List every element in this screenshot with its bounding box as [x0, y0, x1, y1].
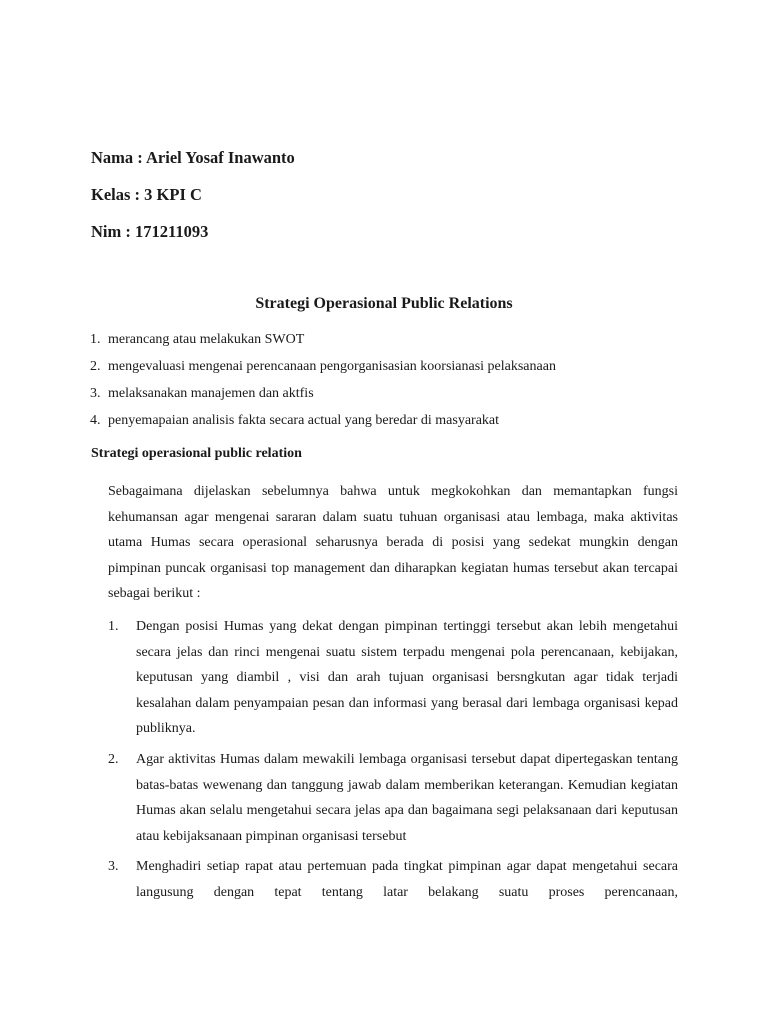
list-text: penyemapaian analisis fakta secara actual yang beredar di masyarakat — [108, 413, 500, 428]
list-item — [108, 614, 678, 742]
outcome-list — [108, 614, 678, 911]
list-number: 4. — [90, 413, 101, 428]
list-text: Agar aktivitas Humas dalam mewakili lembaga organisasi tersebut dapat dipertegaskan tentang batas-batas wewenang dan tanggung jawab dalam memberikan keterangan. Kemudian kegiatan Humas akan selalu mengetahui secara jelas apa dan bagaimana segi pelaksanaan dari keputusan atau kebijaksanaan pimpinan organisasi tersebut — [136, 751, 678, 844]
list-text: merancang atau melakukan SWOT — [108, 332, 305, 347]
list-item — [90, 357, 556, 384]
document-title: Strategi Operasional Public Relations — [255, 295, 513, 312]
list-number: 1. — [90, 332, 101, 347]
list-item — [90, 411, 556, 438]
student-nim: Nim : 171211093 — [91, 222, 209, 241]
list-text: Dengan posisi Humas yang dekat dengan pimpinan tertinggi tersebut akan lebih mengetahui secara jelas dan rinci mengenai suatu sistem terpadu mengenai pola perencanaan, kebijakan, keputusan yang diambil , visi dan arah tujuan organisasi bersngkutan agar tidak terjadi kesalahan dalam penyampaian pesan dan informasi yang berasal dari lembaga organisasi kepad publiknya. — [136, 619, 678, 737]
intro-paragraph: Sebagaimana dijelaskan sebelumnya bahwa untuk megkokohkan dan memantapkan fungsi kehumansan agar mengenai sararan dalam suatu tuhuan organisasi atau lembaga, maka aktivitas utama Humas secara operasional seharusnya berada di posisi yang sedekat mungkin dengan pimpinan puncak organisasi top management dan diharapkan kegiatan humas tersebut akan tercapai sebagai berikut : — [108, 484, 678, 602]
list-item — [108, 854, 678, 905]
student-name: Nama : Ariel Yosaf Inawanto — [91, 148, 295, 167]
list-text: Menghadiri setiap rapat atau pertemuan pada tingkat pimpinan agar dapat mengetahui secara langusung dengan tepat tentang latar belakang suatu proses perencanaan, — [136, 859, 678, 900]
student-class: Kelas : 3 KPI C — [91, 185, 202, 204]
list-number: 2. — [108, 751, 119, 767]
section-subheading: Strategi operasional public relation — [91, 446, 302, 461]
list-number: 2. — [90, 359, 101, 374]
list-text: mengevaluasi mengenai perencanaan pengorganisasian koorsianasi pelaksanaan — [108, 359, 556, 374]
list-number: 1. — [108, 619, 119, 634]
list-text: melaksanakan manajemen dan aktfis — [108, 386, 314, 401]
list-item — [90, 330, 556, 357]
list-number: 3. — [90, 386, 101, 401]
strategy-list — [90, 330, 556, 438]
list-item — [90, 384, 556, 411]
list-number: 3. — [108, 859, 119, 875]
list-item — [108, 747, 678, 849]
